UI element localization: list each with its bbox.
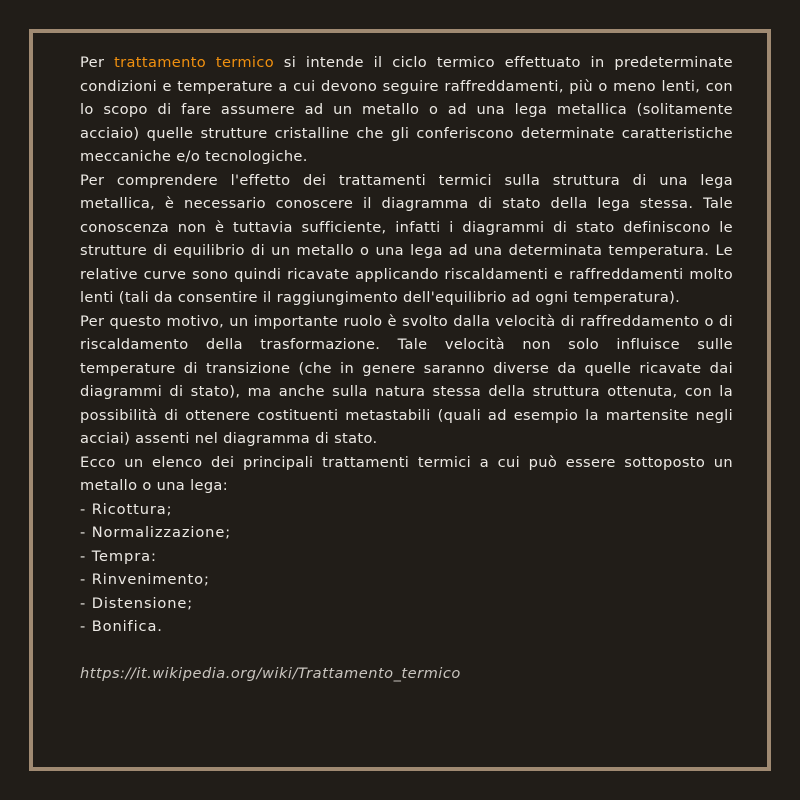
- paragraph-cooling-rate: Per questo motivo, un importante ruolo è svolto dalla velocità di raffreddamento o di riscaldamento della trasformazione. Tale velocità non solo influisce sulle temperature di transizione (che in genere saranno diverse da quelle ricavate dai diagrammi di stato), ma anche sulla natura stessa della struttura ottenuta, con la possibilità di ottenere costituenti metastabili (quali ad esempio la martensite negli acciai) assenti nel diagramma di stato.: [80, 312, 733, 447]
- list-item: - Rinvenimento;: [80, 571, 210, 588]
- list-item: - Bonifica.: [80, 618, 163, 635]
- list-item: - Distensione;: [80, 594, 194, 612]
- article-body: [80, 51, 733, 686]
- treatments-list: [80, 498, 733, 639]
- highlighted-term: trattamento termico: [114, 54, 274, 71]
- list-item: - Tempra:: [80, 547, 157, 565]
- intro-prefix: Per: [80, 54, 115, 71]
- spacer: [80, 639, 733, 663]
- intro-suffix: si intende il ciclo termico effettuato in predeterminate condizioni e temperature a cui devono seguire raffreddamenti, più o meno lenti, con lo scopo di fare assumere ad un metallo o ad una lega metallica (solitamente acciaio) quelle strutture cristalline che gli conferiscono determinate caratteristiche meccaniche e/o tecnologiche.: [80, 54, 733, 165]
- list-item: - Ricottura;: [80, 500, 173, 518]
- paragraph-list-intro: Ecco un elenco dei principali trattamenti termici a cui può essere sottoposto un metallo o una lega:: [80, 453, 733, 494]
- list-item: - Normalizzazione;: [80, 524, 232, 541]
- paragraph-phase-diagram: Per comprendere l'effetto dei trattamenti termici sulla struttura di una lega metallica, è necessario conoscere il diagramma di stato della lega stessa. Tale conoscenza non è tuttavia sufficiente, infatti i diagrammi di stato definiscono le strutture di equilibrio di un metallo o una lega ad una determinata temperatura. Le relative curve sono quindi ricavate applicando riscaldamenti e raffreddamenti molto lenti (tali da consentire il raggiungimento dell'equilibrio ad ogni temperatura).: [80, 171, 733, 306]
- source-url: https://it.wikipedia.org/wiki/Trattamento_termico: [80, 665, 461, 682]
- paragraph-intro: [80, 51, 733, 169]
